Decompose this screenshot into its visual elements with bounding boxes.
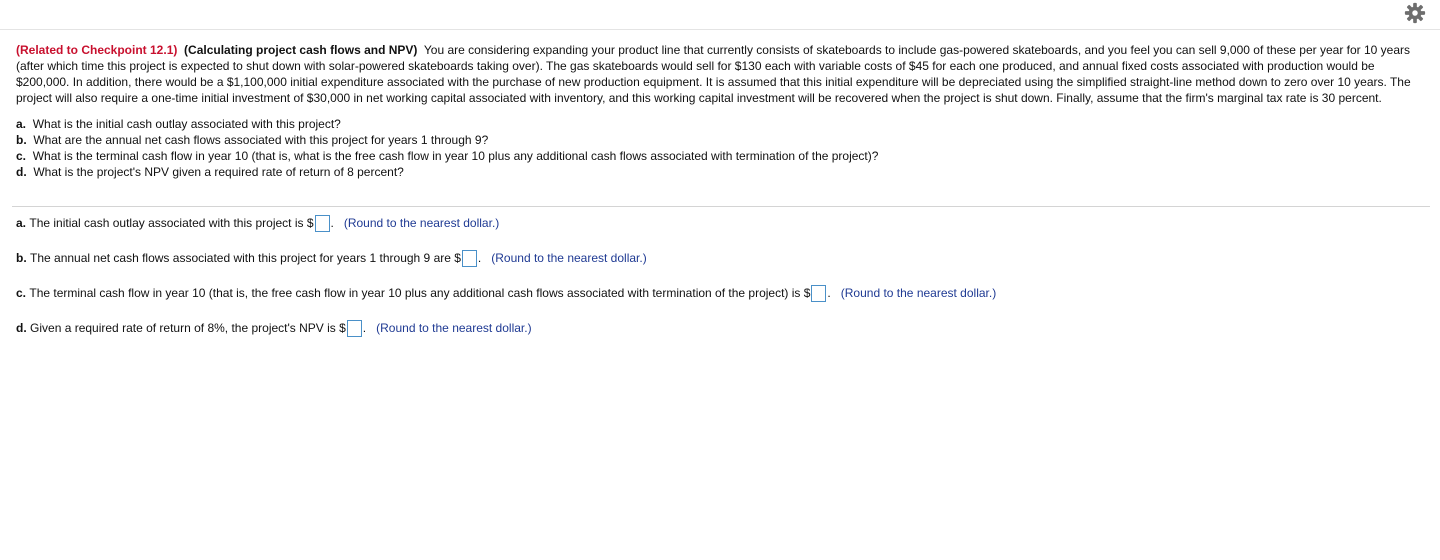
- checkpoint-reference: (Related to Checkpoint 12.1): [16, 43, 178, 57]
- answer-b-hint: (Round to the nearest dollar.): [491, 251, 647, 265]
- problem-body: You are considering expanding your product line that currently consists of skateboards to include gas-powered skateboards, and you feel you can sell 9,000 of these per year for 10 years (after which time this project is expected to shut down with solar-powered skateboards taking over). The gas skateboards would sell for $130 each with variable costs of $45 for each one produced, and annual fixed costs associated with production would be $200,000. In addition, there would be a $1,100,000 initial expenditure associated with the purchase of new production equipment. It is assumed that this initial expenditure will be depreciated using the simplified straight-line method down to zero over 10 years. The project will also require a one-time initial investment of $30,000 in net working capital associated with inventory, and this working capital investment will be recovered when the project is shut down. Finally, assume that the firm's marginal tax rate is 30 percent.: [16, 43, 1411, 105]
- problem-intro: [16, 42, 1416, 106]
- problem-statement: [16, 42, 1416, 180]
- question-c: c. What is the terminal cash flow in year 10 (that is, what is the free cash flow in year 10 plus any additional cash flows associated with termination of the project)?: [16, 149, 879, 163]
- answer-c: c. The terminal cash flow in year 10 (that is, the free cash flow in year 10 plus any additional cash flows associated with termination of the project) is $ . (Round to the nearest dollar.): [16, 286, 997, 300]
- question-list: [16, 116, 1416, 180]
- answer-a: a. The initial cash outlay associated with this project is $ . (Round to the nearest dollar.): [16, 216, 500, 230]
- question-a: a. What is the initial cash outlay associated with this project?: [16, 117, 341, 131]
- answer-b-input[interactable]: [462, 250, 477, 267]
- answer-a-input[interactable]: [315, 215, 330, 232]
- answer-d-input[interactable]: [347, 320, 362, 337]
- problem-title: (Calculating project cash flows and NPV): [184, 43, 418, 57]
- answer-a-hint: (Round to the nearest dollar.): [343, 216, 500, 230]
- answer-c-input[interactable]: [811, 285, 826, 302]
- answer-c-hint: (Round to the nearest dollar.): [840, 286, 997, 300]
- answer-b: b. The annual net cash flows associated with this project for years 1 through 9 are $ . (Round to the nearest dollar.): [16, 251, 647, 265]
- question-b: b. What are the annual net cash flows associated with this project for years 1 through 9?: [16, 133, 489, 147]
- top-divider: [0, 29, 1440, 30]
- answer-d-hint: (Round to the nearest dollar.): [376, 321, 532, 335]
- answer-d: d. Given a required rate of return of 8%, the project's NPV is $ . (Round to the nearest dollar.): [16, 321, 532, 335]
- gear-icon[interactable]: [1404, 2, 1426, 24]
- section-divider: [12, 206, 1430, 207]
- question-d: d. What is the project's NPV given a required rate of return of 8 percent?: [16, 165, 404, 179]
